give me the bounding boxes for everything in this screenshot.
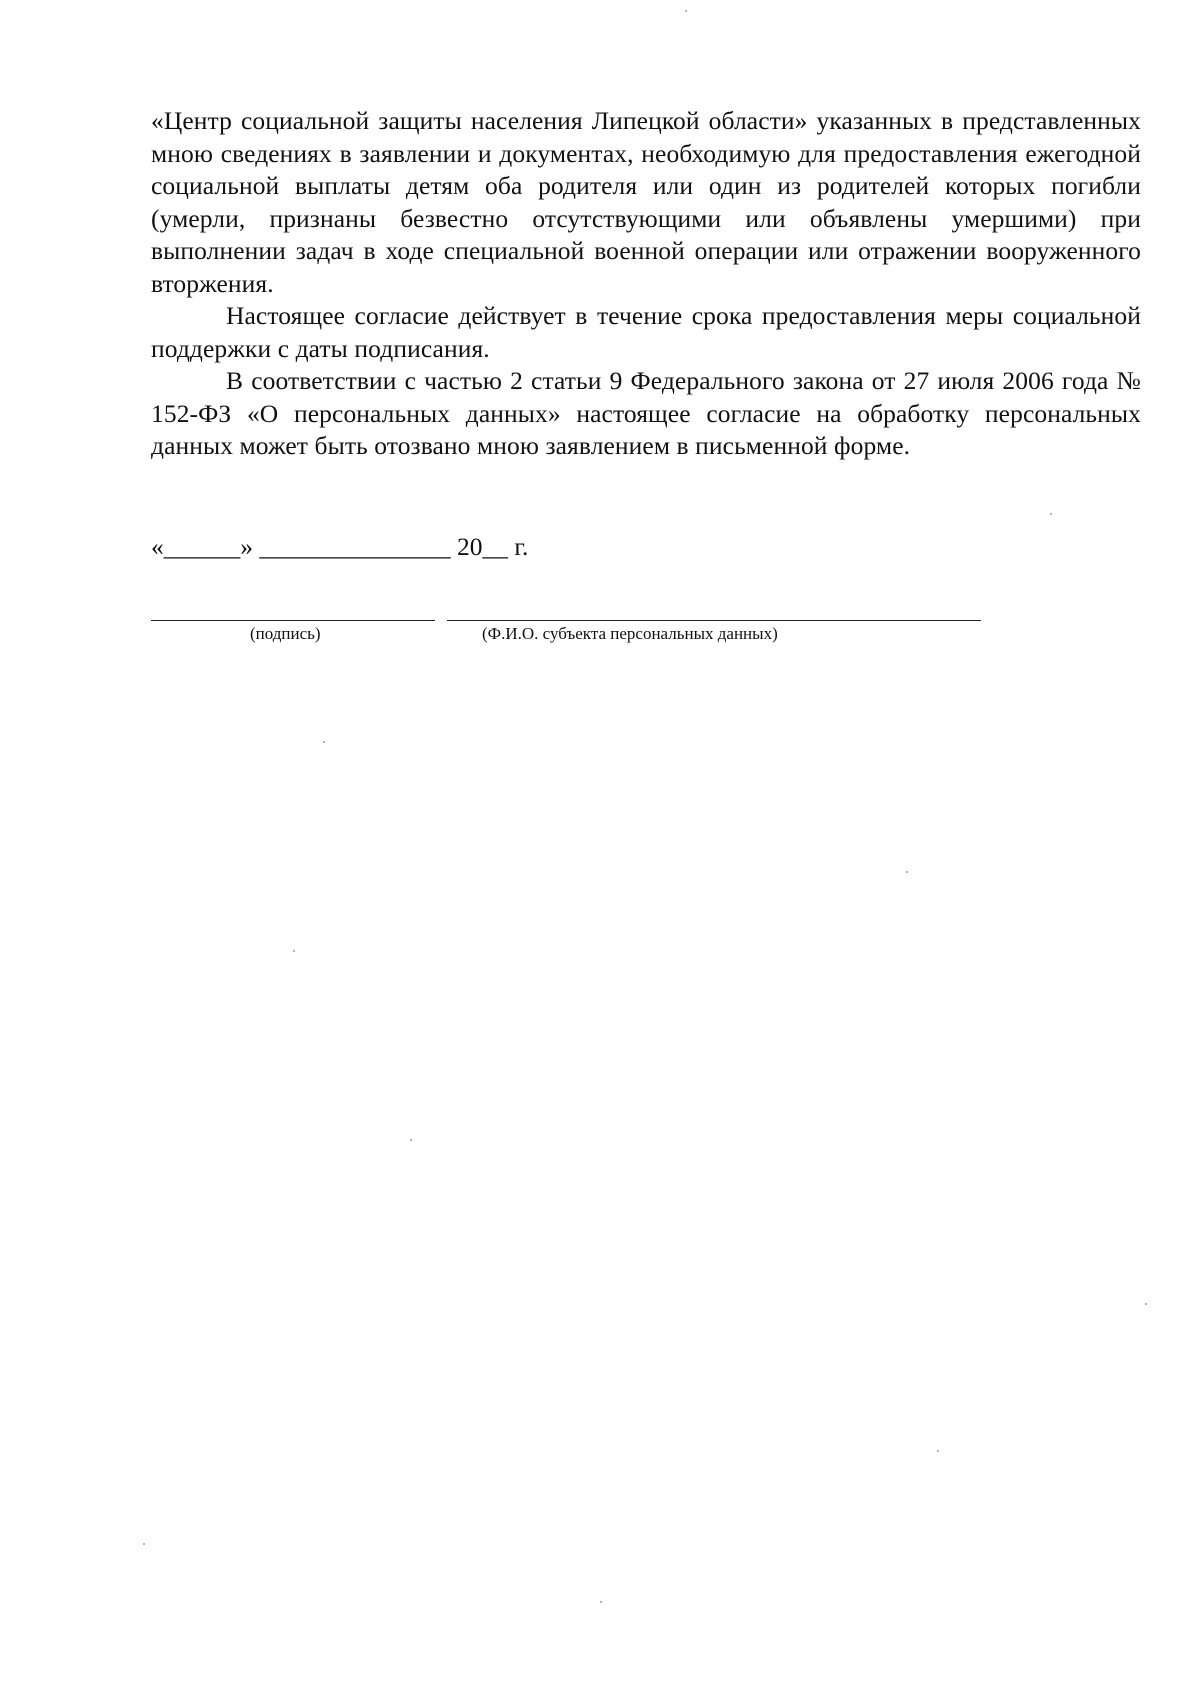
- paragraph-revocation: В соответствии с частью 2 статьи 9 Федерального закона от 27 июля 2006 года № 152-ФЗ «О персональных данных» настоящее согласие на обработку персональных данных может быть отозвано мною заявлением в письменной форме.: [151, 366, 1141, 460]
- consent-body: [151, 105, 1141, 463]
- scan-speck: [1145, 1303, 1147, 1305]
- full-name-line: [447, 620, 981, 621]
- full-name-caption: (Ф.И.О. субъекта персональных данных): [482, 624, 778, 643]
- scan-speck: [410, 1139, 412, 1141]
- scan-speck: [906, 871, 908, 873]
- scan-speck: [685, 10, 687, 12]
- signature-caption: (подпись): [250, 624, 321, 643]
- scan-speck: [293, 950, 295, 952]
- date-line: «______» _______________ 20__ г.: [151, 532, 529, 561]
- scan-speck: [937, 1450, 939, 1452]
- signature-line: [151, 620, 435, 621]
- signature-block: [151, 620, 981, 680]
- paragraph-validity: Настоящее согласие действует в течение срока предоставления меры социальной поддержки с даты подписания.: [151, 301, 1141, 363]
- scan-speck: [323, 741, 325, 743]
- paragraph-continuation: «Центр социальной защиты населения Липецкой области» указанных в представленных мною сведениях в заявлении и документах, необходимую для предоставления ежегодной социальной выплаты детям оба родителя или один из родителей которых погибли (умерли, признаны безвестно отсутствующими или объявлены умершими) при выполнении задач в ходе специальной военной операции или отражении вооруженного вторжения.: [151, 106, 1141, 298]
- scan-speck: [600, 1601, 602, 1603]
- scan-speck: [143, 1543, 145, 1545]
- scan-speck: [1050, 513, 1052, 515]
